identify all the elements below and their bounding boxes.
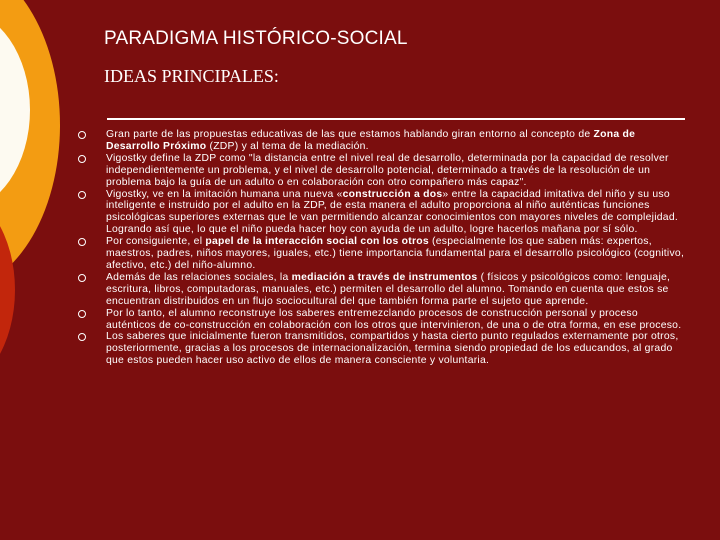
list-item <box>78 308 688 332</box>
emphasis-text: Zona de Desarrollo Próximo <box>106 129 636 152</box>
list-item <box>78 153 688 189</box>
body-text: ( físicos y psicológicos como: lenguaje, escritura, libros, computadoras, manuales, etc.) permiten el desarrollo del alumno. Tomando en cuenta que estos se encuentran distribuidos en un flujo sociocultural del que también forma parte el sujeto que aprende. <box>106 271 671 307</box>
list-item-text <box>106 153 669 188</box>
list-item-text <box>106 129 635 152</box>
bullet-circle-icon <box>78 238 86 246</box>
body-text: (ZDP) y al tema de la mediación. <box>206 140 369 152</box>
bullet-circle-icon <box>78 274 86 282</box>
list-item <box>78 331 688 367</box>
list-item-text <box>106 331 679 366</box>
body-text: Gran parte de las propuestas educativas de las que estamos hablando giran entorno al concepto de <box>106 129 594 140</box>
list-item <box>78 272 688 308</box>
list-item <box>78 236 688 272</box>
list-item-text <box>106 236 684 271</box>
body-text: » entre la capacidad imitativa del niño y su uso inteligente e instruido por el adulto en la ZDP, de esta manera el adulto proporciona al niño auténticas funciones psicológicas superiores externas que le van permitiendo alcanzar conocimientos con mayores niveles de complejidad. Logrando así que, lo que el niño pueda hacer hoy con ayuda de un adulto, logre hacerlos mañana por sí sólo. <box>106 188 678 236</box>
body-text: Por lo tanto, el alumno reconstruye los saberes entremezclando procesos de construcción personal y proceso auténticos de co-construcción en colaboración con los otros que intervinieron, de una o de otra forma, en ese proceso. <box>106 307 682 331</box>
slide-subtitle: IDEAS PRINCIPALES: <box>104 66 279 86</box>
list-item <box>78 189 688 237</box>
body-text: Vigostky define la ZDP como "la distancia entre el nivel real de desarrollo, determinada por la capacidad de resolver independientemente un problema, y el nivel de desarrollo potencial, determinado a través de la resolución de un problema bajo la guía de un adulto o en colaboración con otro compañero más capaz". <box>106 152 669 188</box>
bullet-circle-icon <box>78 310 86 318</box>
list-item-text <box>106 308 681 331</box>
bullet-circle-icon <box>78 155 86 163</box>
divider-line <box>107 118 685 120</box>
body-text: Vigostky, ve en la imitación humana una nueva « <box>106 188 343 200</box>
body-text: Por consiguiente, el <box>106 236 206 248</box>
list-item-text <box>106 272 670 307</box>
bullet-circle-icon <box>78 131 86 139</box>
body-text: Los saberes que inicialmente fueron transmitidos, compartidos y hasta cierto punto regulados externamente por otros, posteriormente, gracias a los procesos de internacionalización, termina siendo propiedad de los educandos, al grado que estos pueden hacer uso activo de ellos de manera consciente y voluntaria. <box>106 331 679 367</box>
emphasis-text: papel de la interacción social con los otros <box>205 236 429 248</box>
list-item <box>78 129 688 153</box>
slide-title: PARADIGMA HISTÓRICO-SOCIAL <box>104 28 408 49</box>
emphasis-text: construcción a dos <box>342 188 443 200</box>
bullet-circle-icon <box>78 191 86 199</box>
body-text: (especialmente los que saben más: expertos, maestros, padres, niños mayores, iguales, etc.) tiene importancia fundamental para el desarrollo psicológico (cognitivo, afectivo, etc.) del niño-alumno. <box>106 236 685 271</box>
bullet-circle-icon <box>78 333 86 341</box>
bullet-list <box>78 129 688 367</box>
body-text: Además de las relaciones sociales, la <box>106 271 292 283</box>
emphasis-text: mediación a través de instrumentos <box>291 271 478 283</box>
list-item-text <box>106 189 678 236</box>
